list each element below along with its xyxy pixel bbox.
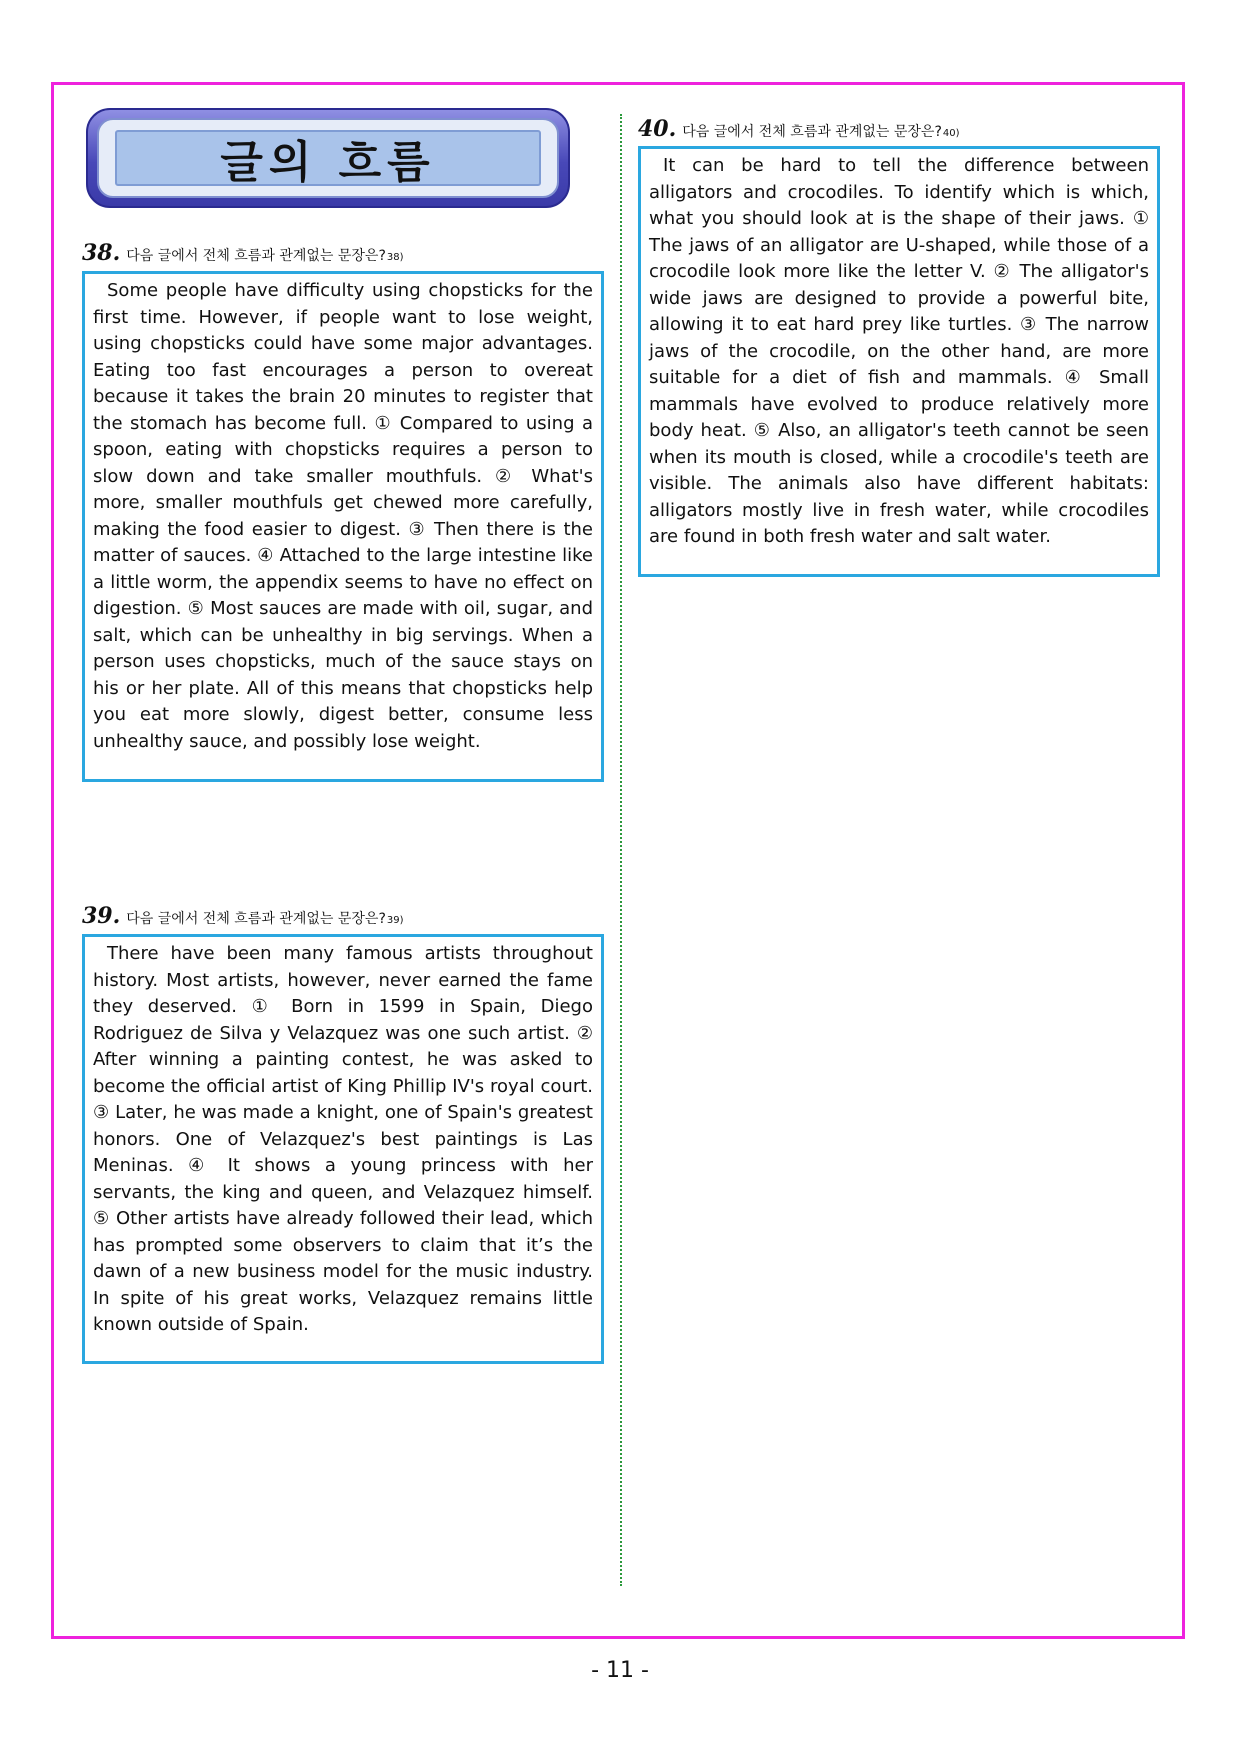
passage-box-40 xyxy=(638,146,1160,577)
passage-box-38 xyxy=(82,271,604,782)
question-number: 38. xyxy=(82,240,121,266)
column-divider xyxy=(620,114,622,1586)
passage-text: Some people have difficulty using chopsticks for the first time. However, if people want to lose weight, using chopsticks could have some major advantages. Eating too fast encourages a person to overeat because it takes the brain 20 minutes to register that the stomach has become full. ① Compared to using a spoon, eating with chopsticks requires a person to slow down and take smaller mouthfuls. ② What's more, smaller mouthfuls get chewed more carefully, making the food easier to digest. ③ Then there is the matter of sauces. ④ Attached to the large intestine like a little worm, the appendix seems to have no effect on digestion. ⑤ Most sauces are made with oil, sugar, and salt, which can be unhealthy in big servings. When a person uses chopsticks, much of the sauce stays on his or her plate. All of this means that chopsticks help you eat more slowly, digest better, consume less unhealthy sauce, and possibly lose weight. xyxy=(93,280,593,752)
question-39-header xyxy=(82,903,404,929)
question-prompt: 다음 글에서 전체 흐름과 관계없는 문장은? xyxy=(126,911,386,927)
page-number: - 11 - xyxy=(591,1658,649,1683)
footnote-marker: 38) xyxy=(386,252,404,263)
footnote-marker: 39) xyxy=(386,915,404,926)
question-prompt: 다음 글에서 전체 흐름과 관계없는 문장은? xyxy=(682,124,942,140)
question-number: 40. xyxy=(638,116,677,142)
section-banner xyxy=(86,108,570,208)
passage-text: There have been many famous artists throughout history. Most artists, however, never earned the fame they deserved. ① Born in 1599 in Spain, Diego Rodriguez de Silva y Velazquez was one such artist. ② After winning a painting contest, he was asked to become the official artist of King Phillip IV's royal court. ③ Later, he was made a knight, one of Spain's greatest honors. One of Velazquez's best paintings is Las Meninas. ④ It shows a young princess with her servants, the king and queen, and Velazquez himself. ⑤ Other artists have already followed their lead, which has prompted some observers to claim that it’s the dawn of a new business model for the music industry. In spite of his great works, Velazquez remains little known outside of Spain. xyxy=(93,943,593,1335)
question-number: 39. xyxy=(82,903,121,929)
section-title: 글의 흐름 xyxy=(220,137,436,188)
passage-box-39 xyxy=(82,934,604,1364)
footnote-marker: 40) xyxy=(942,128,960,139)
question-38-header xyxy=(82,240,404,266)
passage-text: It can be hard to tell the difference between alligators and crocodiles. To identify which is which, what you should look at is the shape of their jaws. ① The jaws of an alligator are U-shaped, while those of a crocodile look more like the letter V. ② The alligator's wide jaws are designed to provide a powerful bite, allowing it to eat hard prey like turtles. ③ The narrow jaws of the crocodile, on the other hand, are more suitable for a diet of fish and mammals. ④ Small mammals have evolved to produce relatively more body heat. ⑤ Also, an alligator's teeth cannot be seen when its mouth is closed, while a crocodile's teeth are visible. The animals also have different habitats: alligators mostly live in fresh water, while crocodiles are found in both fresh water and salt water. xyxy=(649,155,1149,547)
question-40-header xyxy=(638,116,960,142)
question-prompt: 다음 글에서 전체 흐름과 관계없는 문장은? xyxy=(126,248,386,264)
